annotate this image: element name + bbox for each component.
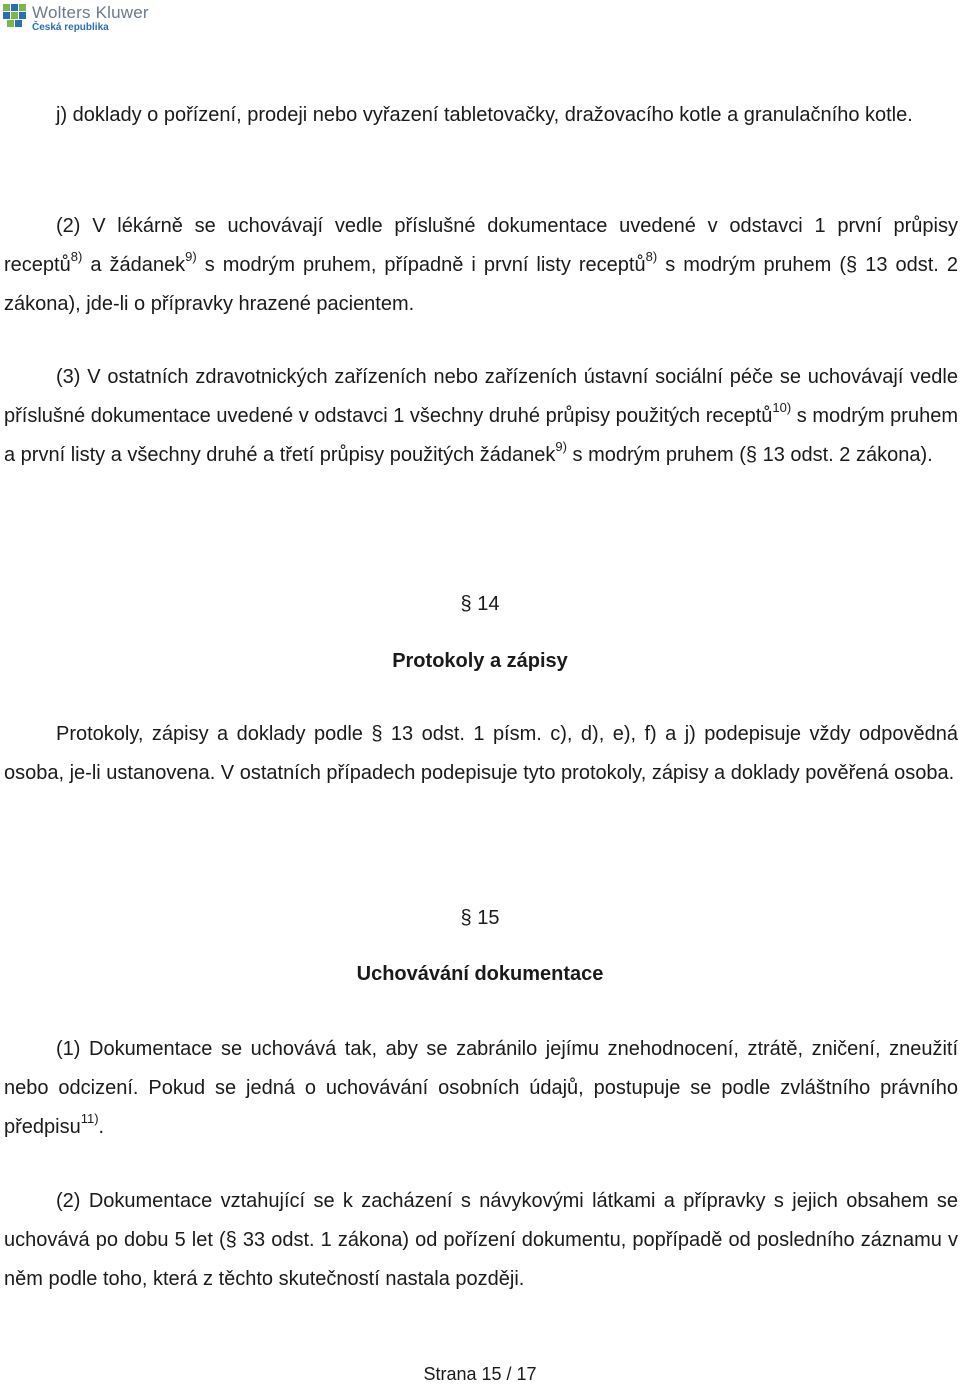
wolters-kluwer-logo-icon xyxy=(2,2,28,32)
paragraph-2: (2) V lékárně se uchovávají vedle příslušné dokumentace uvedené v odstavci 1 první průpisy receptů$^{8)}$ a žádanek$^{9)}$ s modrým pruhem, případně i první listy receptů$^{8)}$ s modrým pruhem (§ 13 odst. 2 zákona), jde-li o přípravky hrazené pacientem. xyxy=(4,215,959,315)
paragraph-3: (3) V ostatních zdravotnických zařízeních nebo zařízeních ústavní sociální péče se uchovávají vedle příslušné dokumentace uvedené v odstavci 1 všechny druhé průpisy použitých receptů$^{10)}$ s modrým pruhem a první listy a všechny druhé a třetí průpisy použitých žádanek$^{9)}$ s modrým pruhem (§ 13 odst. 2 zákona). xyxy=(4,366,958,466)
brand-subtitle: Česká republika xyxy=(32,22,109,33)
section-14-number: § 14 xyxy=(460,593,500,615)
section-14-title: Protokoly a zápisy xyxy=(392,650,568,672)
footnote-ref: 10) xyxy=(772,400,792,416)
page-number: Strana 15 / 17 xyxy=(423,1364,537,1384)
section-15-title: Uchovávání dokumentace xyxy=(356,963,604,985)
wolters-kluwer-logo xyxy=(2,2,149,33)
footnote-ref: 9) xyxy=(185,249,197,265)
section-15-number: § 15 xyxy=(460,907,500,929)
section-14-text: Protokoly, zápisy a doklady podle § 13 odst. 1 písm. c), d), e), f) a j) podepisuje vždy odpovědná osoba, je-li ustanovena. V ostatních případech podepisuje tyto protokoly, zápisy a doklady pověřená osoba. xyxy=(4,723,958,784)
footnote-ref: 9) xyxy=(555,439,567,455)
footnote-ref: 8) xyxy=(70,249,83,265)
footnote-ref: 11) xyxy=(80,1111,99,1127)
paragraph-j xyxy=(4,96,958,135)
section-15-paragraph-2: (2) Dokumentace vztahující se k zacházení s návykovými látkami a přípravky s jejich obsahem se uchovává po dobu 5 let (§ 33 odst. 1 zákona) od pořízení dokumentu, popřípadě od posledního záznamu v něm podle toho, která z těchto skutečností nastala později. xyxy=(4,1190,958,1290)
brand-name: Wolters Kluwer xyxy=(32,3,149,22)
section-15-paragraph-1: (1) Dokumentace se uchovává tak, aby se zabránilo jejímu znehodnocení, ztrátě, zničení, zneužití nebo odcizení. Pokud se jedná o uchovávání osobních údajů, postupuje se podle zvláštního právního předpisu$^{11)}$. xyxy=(4,1038,958,1138)
paragraph-j-text: j) doklady o pořízení, prodeji nebo vyřazení tabletovačky, dražovacího kotle a granulačního kotle. xyxy=(56,104,913,126)
footnote-ref: 8) xyxy=(645,249,658,265)
